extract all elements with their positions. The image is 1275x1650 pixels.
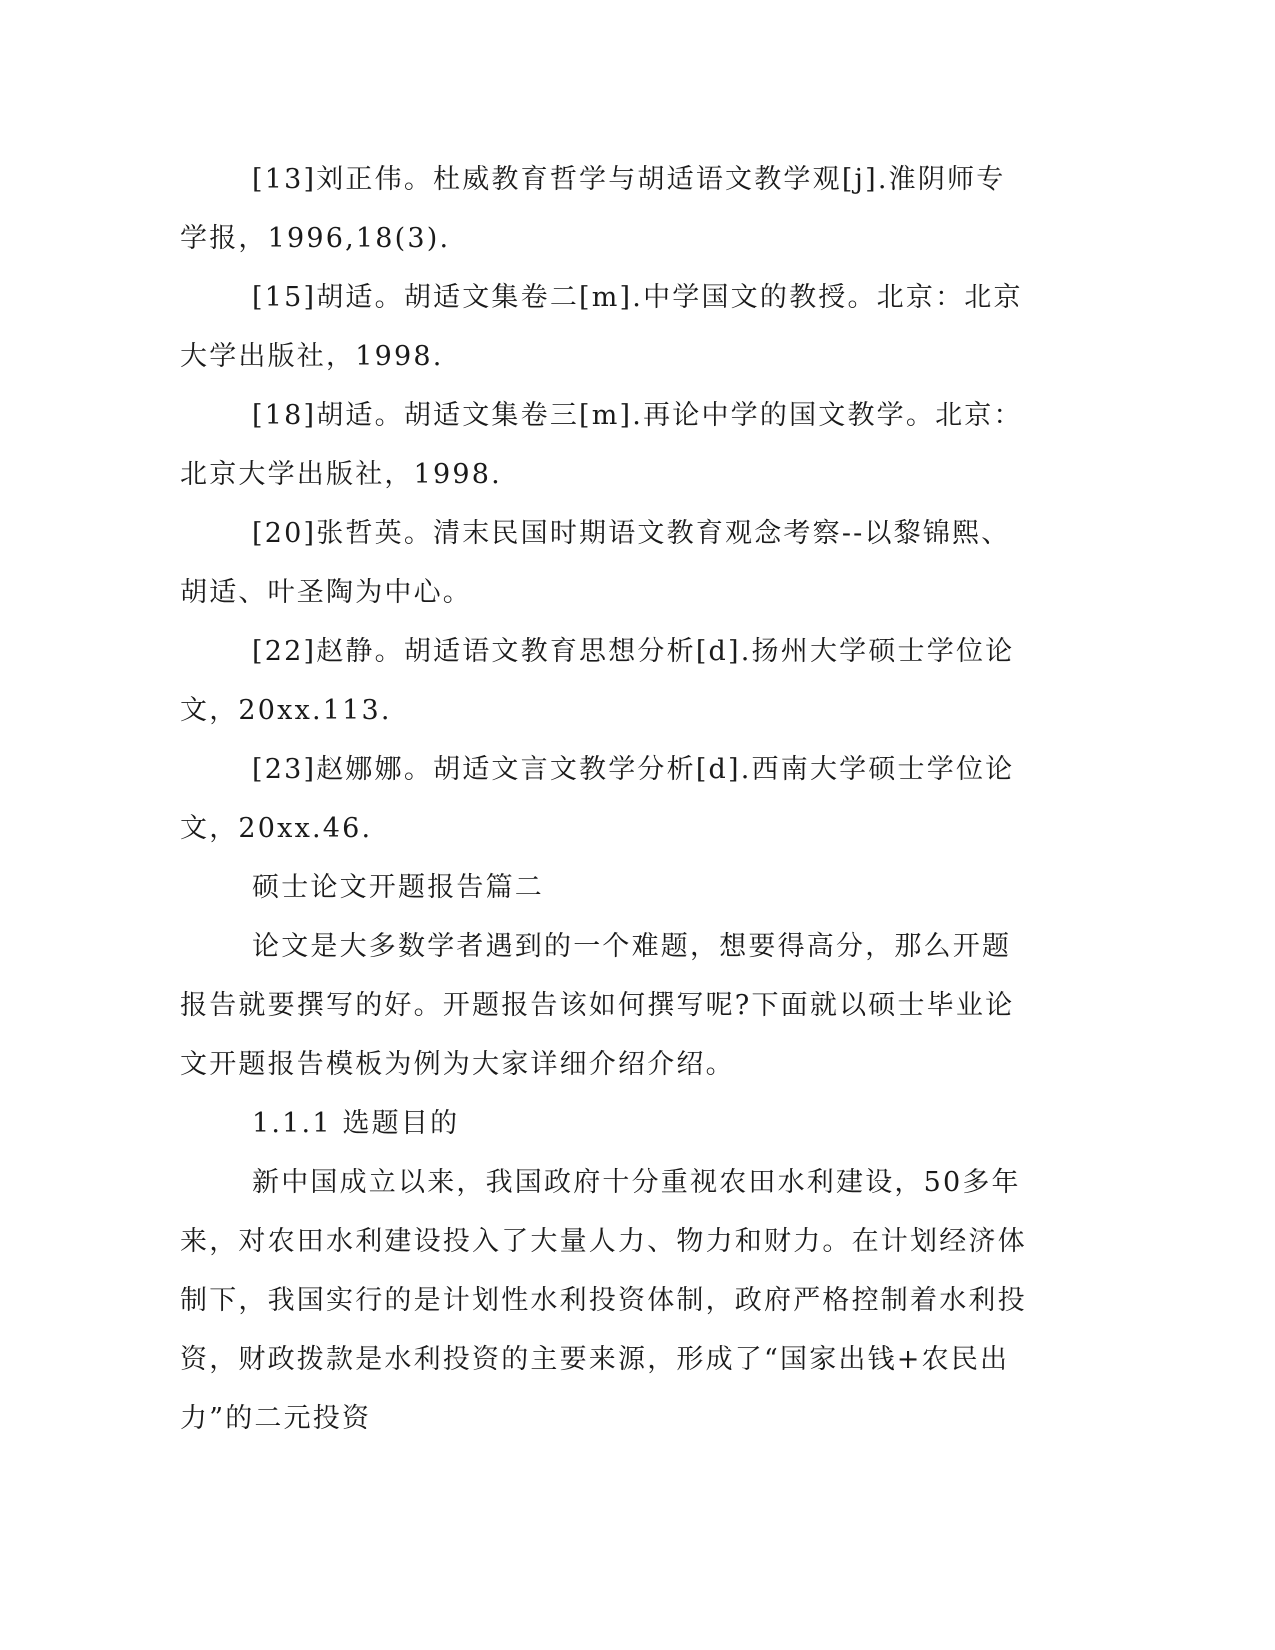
section-title: 硕士论文开题报告篇二	[252, 872, 544, 903]
reference-13: [13]刘正伟。杜威教育哲学与胡适语文教学观[j].淮阴师专学报，1996,18(3).	[180, 164, 1006, 254]
reference-18: [18]胡适。胡适文集卷三[m].再论中学的国文教学。北京：北京大学出版社，1998.	[180, 400, 1023, 490]
reference-22: [22]赵静。胡适语文教育思想分析[d].扬州大学硕士学位论文，20xx.113.	[180, 636, 1015, 726]
body-paragraph: 新中国成立以来，我国政府十分重视农田水利建设，50多年来，对农田水利建设投入了大量人力、物力和财力。在计划经济体制下，我国实行的是计划性水利投资体制，政府严格控制着水利投资，财政拨款是水利投资的主要来源，形成了“国家出钱+农民出力”的二元投资	[180, 1167, 1027, 1434]
reference-23: [23]赵娜娜。胡适文言文教学分析[d].西南大学硕士学位论文，20xx.46.	[180, 754, 1015, 844]
reference-20: [20]张哲英。清末民国时期语文教育观念考察--以黎锦熙、胡适、叶圣陶为中心。	[180, 518, 1011, 608]
intro-paragraph: 论文是大多数学者遇到的一个难题，想要得高分，那么开题报告就要撰写的好。开题报告该如何撰写呢?下面就以硕士毕业论文开题报告模板为例为大家详细介绍介绍。	[180, 931, 1015, 1080]
subsection-heading: 1.1.1 选题目的	[252, 1108, 460, 1139]
reference-15: [15]胡适。胡适文集卷二[m].中学国文的教授。北京：北京大学出版社，1998.	[180, 282, 1023, 372]
document-page	[180, 150, 1030, 1448]
